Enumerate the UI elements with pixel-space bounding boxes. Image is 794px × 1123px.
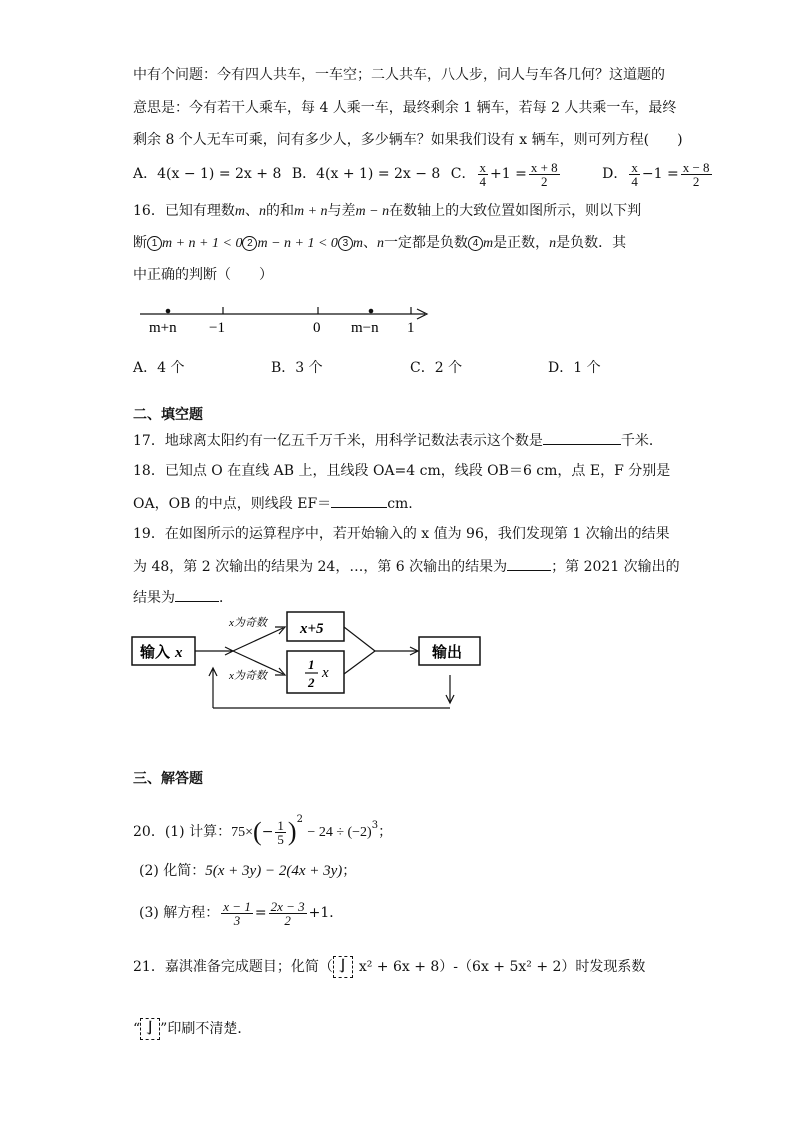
- q15-option-d: D． $\frac{x}{4}$ −1 = $\frac{x - 8}{2}$: [602, 159, 710, 189]
- label-0: 0: [313, 320, 321, 336]
- q18-line1: 18．已知点 O 在直线 AB 上，且线段 OA=4 cm，线段 OB＝6 cm，点 E，F 分别是: [133, 463, 671, 479]
- q19-line2: 为 48，第 2 次输出的结果为 24，…，第 6 次输出的结果为 ；第 2021 次输出的: [133, 556, 680, 577]
- q19-answer-blank-1: [507, 556, 551, 571]
- q20-part1: 20．(1) 计算：75×(− $\frac{1}{5}$ )$^2 - 24 \div (-2)^3$；: [133, 814, 393, 847]
- label-neg1: −1: [209, 320, 225, 336]
- q19-line3: 结果为 ．: [133, 587, 233, 608]
- merge-top: [344, 627, 375, 651]
- input-x: x: [175, 645, 183, 661]
- q20-part3: (3) 解方程： $\frac{x - 1}{3}$ = $\frac{2x - 3}{2}$ +1．: [139, 898, 344, 928]
- q16-option-a: A．4 个: [133, 360, 185, 376]
- q20-part2: (2) 化简：5(x + 3y) − 2(4x + 3y)；: [139, 863, 357, 879]
- q16-option-d: D．1 个: [548, 360, 601, 376]
- q15-option-b: B．4(x + 1) = 2x − 8: [291, 166, 441, 182]
- half-den: 2: [308, 675, 315, 690]
- section-solve-heading: 三、解答题: [133, 771, 203, 787]
- q17: 17．地球离太阳约有一亿五千万千米，用科学记数法表示这个数是 千米．: [133, 430, 663, 451]
- output-label: 输出: [432, 645, 463, 661]
- q16-option-b: B．3 个: [271, 360, 323, 376]
- half-x: x: [322, 665, 329, 681]
- unclear-coefficient-box-2: 亅: [140, 1018, 160, 1040]
- half-num: 1: [308, 657, 315, 672]
- input-label: 输入: [140, 645, 171, 661]
- q18-answer-blank: [331, 493, 387, 508]
- q16-line1: 16．已知有理数m、n的和m + n与差m − n在数轴上的大致位置如图所示，则以下判: [133, 203, 642, 219]
- q16-line2: 断 1 m + n + 1 < 0 2 m − n + 1 < 0 3 m、n一定都是负数 4 m是正数，n是负数．其: [133, 235, 627, 251]
- x-plus-5-label: x+5: [300, 621, 324, 637]
- number-line: [135, 298, 435, 340]
- label-m-plus-n: m+n: [149, 320, 177, 336]
- q19-line1: 19．在如图所示的运算程序中，若开始输入的 x 值为 96，我们发现第 1 次输出的结果: [133, 526, 670, 542]
- q15-options: [133, 160, 714, 188]
- half-x-box: [287, 651, 344, 693]
- merge-bottom: [344, 651, 375, 674]
- q19-answer-blank-2: [175, 587, 219, 602]
- q15-option-a: A．4(x − 1) = 2x + 8: [133, 166, 282, 182]
- q16-line3: 中正确的判断（ ）: [133, 267, 273, 283]
- label-m-minus-n: m−n: [351, 320, 379, 336]
- q21-line1: 21．嘉淇准备完成题目；化简（ 亅 x² + 6x + 8）-（6x + 5x² + 2）时发现系数: [133, 954, 645, 980]
- point-m-minus-n: [369, 309, 374, 314]
- point-m-plus-n: [166, 309, 171, 314]
- label-1: 1: [407, 320, 415, 336]
- branch-bottom-label: x为奇数: [229, 670, 267, 682]
- q15-line1: 中有个问题：今有四人共车，一车空；二人共车，八人步，问人与车各几何？这道题的: [133, 67, 665, 83]
- q18-line2: OA，OB 的中点，则线段 EF＝ cm.: [133, 493, 413, 514]
- q16-option-c: C．2 个: [410, 360, 463, 376]
- section-fill-blank-heading: 二、填空题: [133, 407, 203, 423]
- q15-option-c: C． $\frac{x}{4}$ +1 = $\frac{x + 8}{2}$: [450, 159, 558, 189]
- branch-top-label: x为奇数: [229, 617, 267, 629]
- q15-line2: 意思是：今有若干人乘车，每 4 人乘一车，最终剩余 1 辆车，若每 2 人共乘一车，最终: [133, 100, 677, 116]
- q17-answer-blank: [543, 430, 621, 445]
- flowchart: [125, 607, 495, 717]
- q21-line2: “ 亅 ”印刷不清楚．: [133, 1016, 251, 1042]
- unclear-coefficient-box: 亅: [333, 956, 353, 978]
- q15-line3: 剩余 8 个人无车可乘，问有多少人，多少辆车？如果我们设有 x 辆车，则可列方程( ): [133, 132, 683, 148]
- branch-top: [233, 628, 283, 651]
